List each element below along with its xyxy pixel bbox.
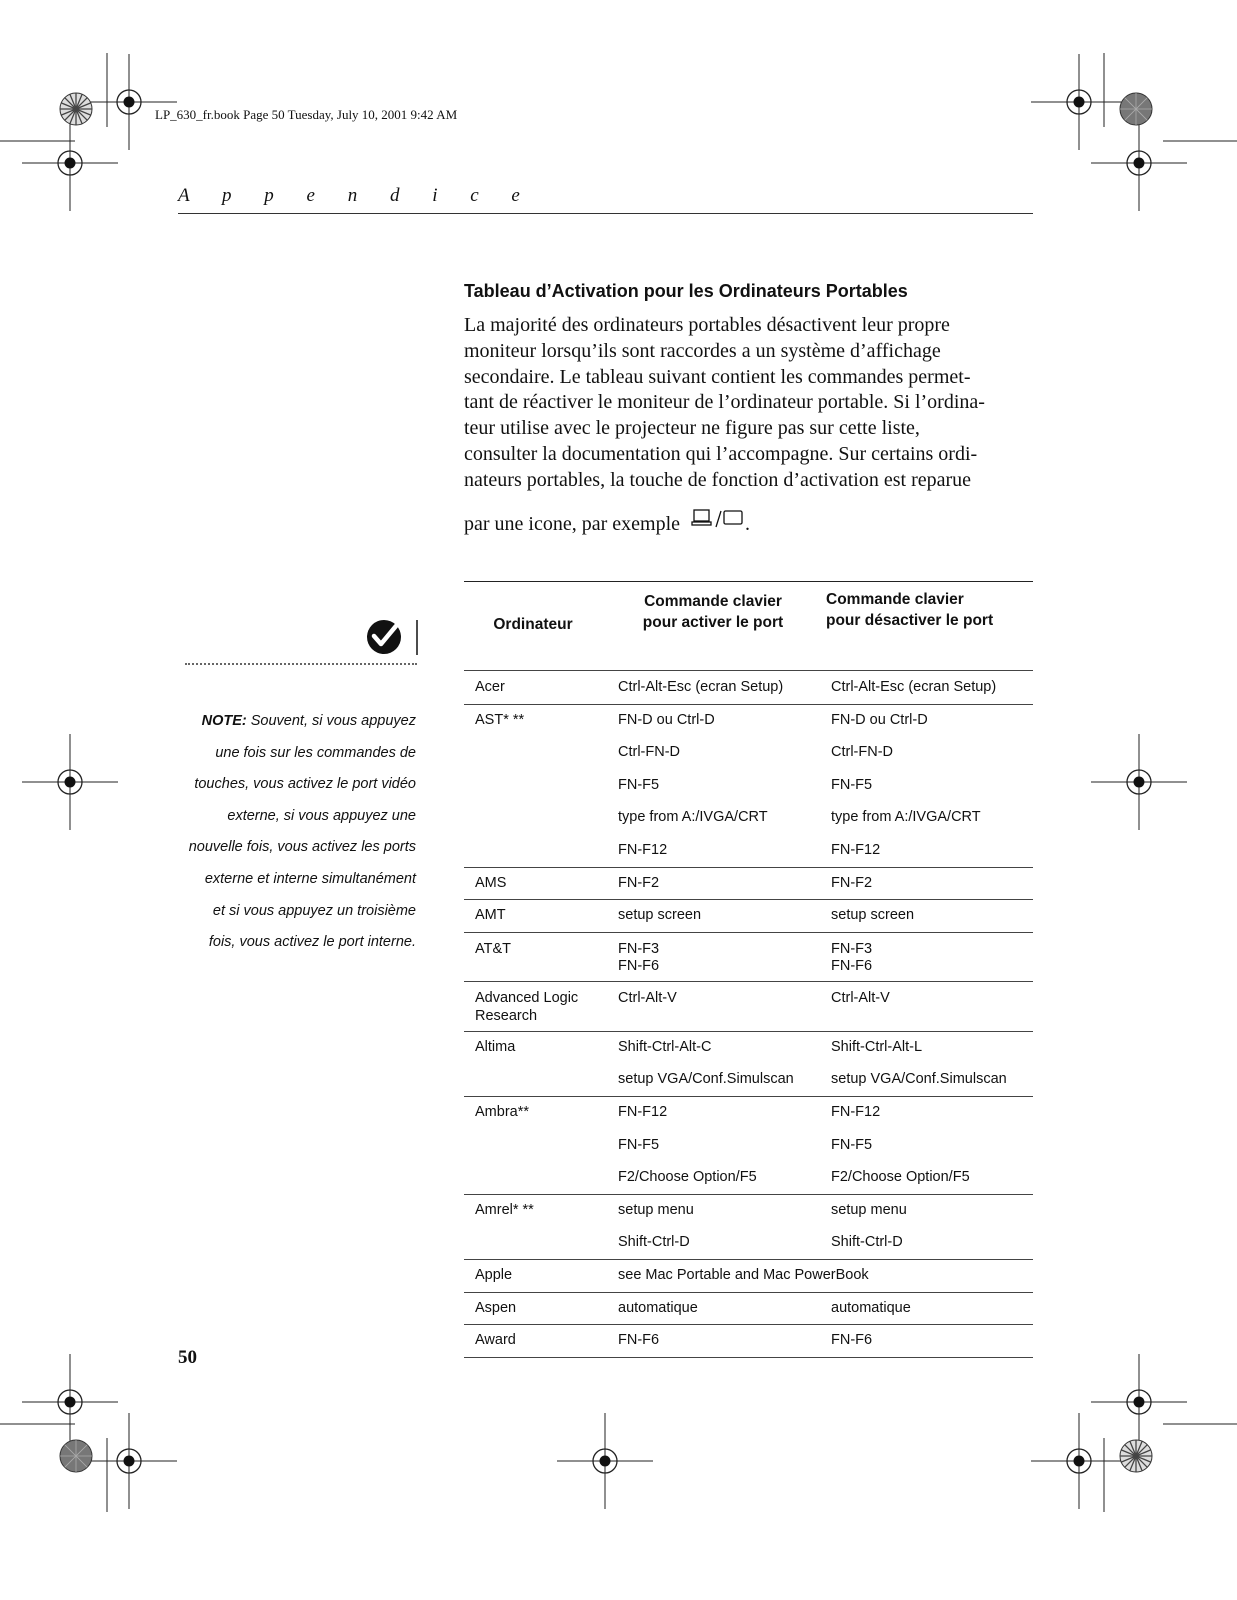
header-deactivate [826,589,1026,631]
note-line: fois, vous activez le port interne. [208,934,416,951]
cell-computer-text: Award [475,1332,516,1349]
cell-deactivate: FN-F5 [831,776,873,793]
cell-computer [475,874,506,892]
cell-computer [475,940,511,958]
cell-computer-text: Aspen [475,1299,517,1316]
note-line: nouvelle fois, vous activez les ports [188,839,416,856]
cell-deactivate: setup menu [831,1201,907,1218]
body-line: consulter la documentation qui l’accompagne. Sur certains ordi- [464,442,978,465]
cell-computer-text: AMT [475,907,506,924]
note-line: une fois sur les commandes de [215,744,416,761]
cell-computer [475,1299,516,1317]
cell-deactivate: automatique [831,1299,911,1316]
header-activate-line2: pour activer le port [642,614,784,631]
cell-activate: see Mac Portable and Mac PowerBook [618,1267,869,1283]
cell-deactivate: setup VGA/Conf.Simulscan [831,1071,1007,1088]
cell-computer-text: Ambra** [475,1104,529,1120]
header-activate-line1: Commande clavier [644,593,782,610]
cell-deactivate: FN-F6 [831,957,873,974]
note-line: et si vous appuyez un troisième [212,902,416,919]
cell-deactivate: FN-F5 [831,1136,873,1153]
cell-activate: FN-F3 [618,940,660,957]
body-line: La majorité des ordinateurs portables désactivent leur propre [464,314,950,336]
header-deactivate-line1: Commande clavier [826,591,964,608]
table-row [464,1031,1033,1097]
header-deactivate-line2: pour désactiver le port [826,612,994,629]
print-info: LP_630_fr.book Page 50 Tuesday, July 10, 2001 9:42 AM [155,107,458,122]
cell-activate: Ctrl-Alt-V [618,989,677,1006]
cell-activate: FN-D ou Ctrl-D [618,711,715,728]
cell-computer-text: Apple [475,1267,513,1283]
table-row [464,1096,1033,1195]
table-row [464,704,1033,868]
cell-activate: Shift-Ctrl-D [618,1234,690,1251]
cell-computer-text: Altima [475,1038,516,1055]
cell-deactivate: Ctrl-Alt-V [831,989,890,1006]
cell-computer-text: Research [475,1007,538,1024]
cell-computer-text: Amrel* ** [475,1201,534,1218]
example-text: par une icone, par exemple [464,513,681,535]
table-row [464,899,1033,933]
body-line: secondaire. Le tableau suivant contient les commandes permet- [464,365,971,388]
cell-activate: setup VGA/Conf.Simulscan [618,1071,794,1088]
cell-deactivate: FN-F3 [831,940,873,957]
side-note [176,706,416,959]
cell-activate: FN-F12 [618,1104,668,1120]
table-top-rule [464,581,1033,582]
laptop-slash-monitor-icon [685,508,745,538]
page-number: 50 [178,1347,197,1368]
header-rule [178,213,1033,214]
note-divider [185,663,417,665]
cell-activate: Shift-Ctrl-Alt-C [618,1038,712,1055]
table-row [464,981,1033,1032]
cell-computer [475,989,578,1025]
header-computer: Ordinateur [493,616,573,633]
cell-activate: FN-F2 [618,874,660,891]
cell-deactivate: Ctrl-FN-D [831,744,894,761]
cell-activate: FN-F5 [618,1136,660,1153]
example-end: . [745,513,751,535]
cell-deactivate: setup screen [831,907,915,924]
table-row [464,1194,1033,1260]
note-line: Souvent, si vous appuyez [250,713,416,729]
cell-activate: FN-F6 [618,957,660,974]
cell-activate: automatique [618,1299,698,1316]
note-line: touches, vous activez le port vidéo [194,776,416,793]
cell-deactivate: FN-F12 [831,1104,881,1120]
cell-deactivate: type from A:/IVGA/CRT [831,809,981,826]
cell-activate: setup screen [618,907,702,924]
cell-computer-text: AST* ** [475,711,525,728]
header-activate [618,591,808,633]
cell-computer [475,1038,515,1056]
table-row [464,867,1033,901]
cell-deactivate: Ctrl-Alt-Esc (ecran Setup) [831,679,997,695]
cell-deactivate: FN-F12 [831,841,881,858]
note-label: NOTE: [201,713,247,729]
cell-activate: F2/Choose Option/F5 [618,1169,757,1186]
cell-activate: FN-F5 [618,776,660,793]
cell-deactivate: F2/Choose Option/F5 [831,1169,970,1186]
cell-activate: FN-F12 [618,841,668,858]
note-checkmark-icon [366,618,422,658]
cell-activate: type from A:/IVGA/CRT [618,809,768,826]
table-row [464,1324,1033,1358]
cell-deactivate: FN-F2 [831,874,873,891]
cell-computer-text: AMS [475,874,507,891]
cell-computer [475,1103,529,1121]
cell-deactivate: Shift-Ctrl-D [831,1234,903,1251]
cell-computer [475,906,506,924]
cell-computer-text: AT&T [475,940,511,957]
body-line: teur utilise avec le projecteur ne figure pas sur cette liste, [464,417,920,440]
table-row [464,1259,1033,1293]
running-head: A p p e n d i c e [178,185,534,206]
cell-deactivate: Shift-Ctrl-Alt-L [831,1038,923,1055]
table-row [464,1292,1033,1326]
cell-computer [475,1201,534,1219]
cell-activate: setup menu [618,1201,694,1218]
cell-deactivate: FN-D ou Ctrl-D [831,711,928,728]
cell-computer [475,678,505,696]
cell-computer-text: Advanced Logic [475,989,579,1006]
cell-activate: FN-F6 [618,1332,660,1349]
note-line: externe, si vous appuyez une [227,807,416,824]
cell-computer [475,1331,516,1349]
cell-deactivate: FN-F6 [831,1332,873,1349]
cell-computer [475,1266,512,1284]
table-row [464,932,1033,982]
table-row [464,671,1033,705]
body-line: tant de réactiver le moniteur de l’ordinateur portable. Si l’ordina- [464,391,985,414]
body-line: nateurs portables, la touche de fonction d’activation est reparue [464,468,972,491]
example-line [464,508,750,538]
body-paragraph [464,313,1036,494]
cell-activate: Ctrl-FN-D [618,744,681,761]
cell-computer-text: Acer [475,679,505,695]
cell-activate: Ctrl-Alt-Esc (ecran Setup) [618,679,784,695]
cell-computer [475,711,524,729]
note-line: externe et interne simultanément [204,870,416,887]
body-line: moniteur lorsqu’ils sont raccordes a un système d’affichage [464,339,941,362]
section-title: Tableau d’Activation pour les Ordinateurs Portables [464,281,908,301]
